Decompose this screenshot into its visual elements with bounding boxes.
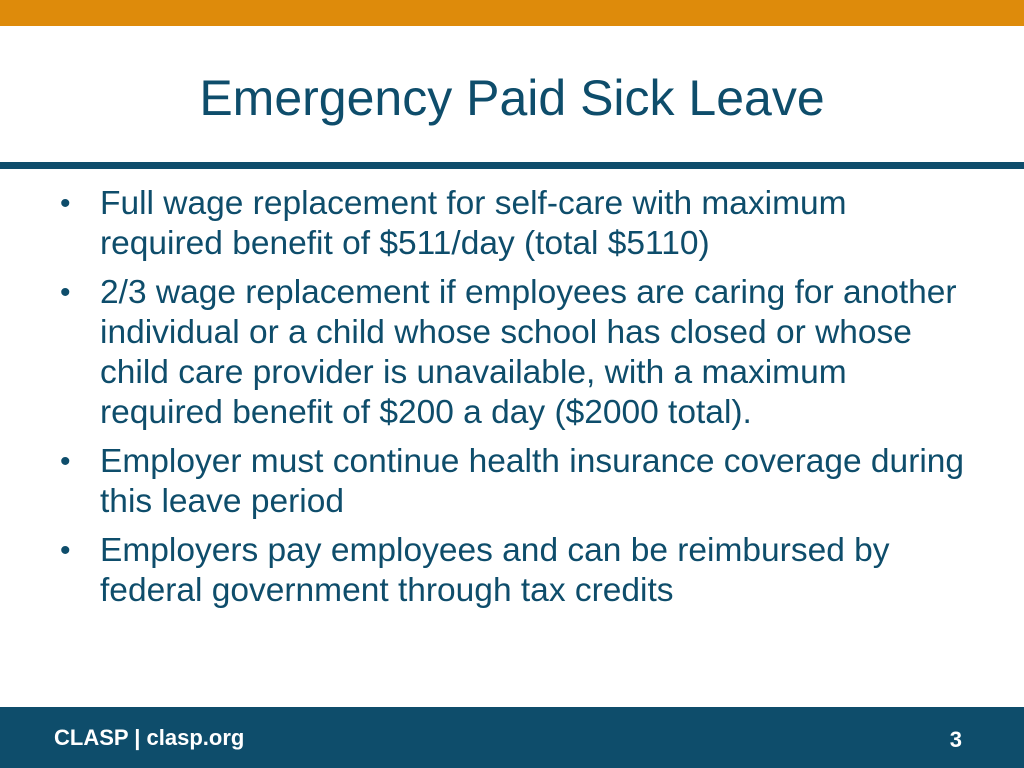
bullet-item [56,531,976,611]
bullet-dot-icon: • [60,276,71,309]
title-divider [0,162,1024,169]
bullet-text: 2/3 wage replacement if employees are caring for another individual or a child whose school has closed or whose child care provider is unavailable, with a maximum required benefit of $200 a day ($2000 total). [100,274,957,431]
bullet-item [56,184,976,264]
bullet-dot-icon: • [60,445,71,478]
page-number: 3 [949,727,962,752]
footer-bar [0,707,1024,768]
bullet-text: Full wage replacement for self-care with maximum required benefit of $511/day (total $5110) [100,185,847,262]
bullet-item [56,273,976,433]
top-accent-bar [0,0,1024,26]
bullet-dot-icon: • [60,187,71,220]
bullet-text: Employer must continue health insurance coverage during this leave period [100,443,965,520]
bullet-list [56,184,976,620]
slide-title: Emergency Paid Sick Leave [199,70,825,126]
bullet-text: Employers pay employees and can be reimbursed by federal government through tax credits [100,532,890,609]
bullet-dot-icon: • [60,534,71,567]
bullet-item [56,442,976,522]
footer-brand: CLASP | clasp.org [54,725,245,750]
